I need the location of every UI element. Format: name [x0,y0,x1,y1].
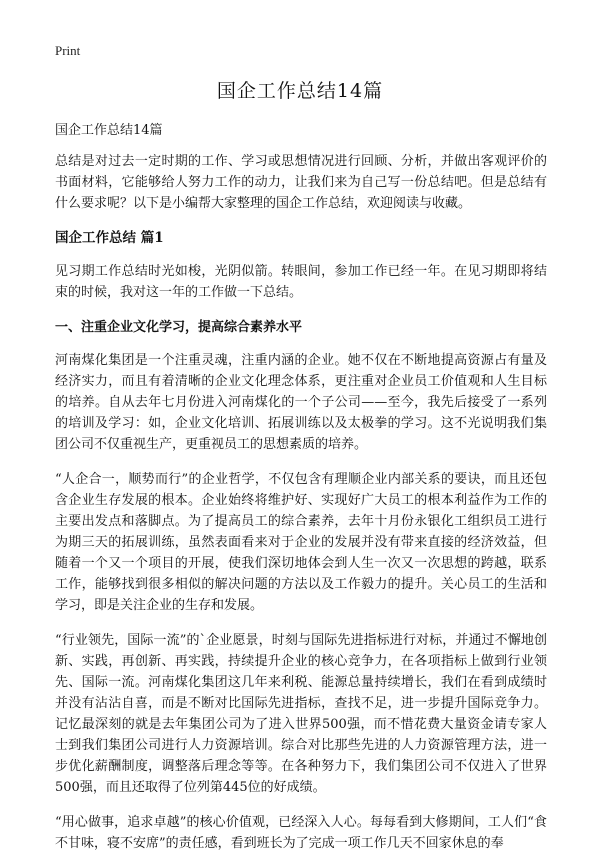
print-link[interactable]: Print [55,43,81,58]
intro-paragraph: 总结是对过去一定时期的工作、学习或思想情况进行回顾、分析，并做出客观评价的书面材料，它能够给人努力工作的动力，让我们来为自己写一份总结吧。但是总结有什么要求呢？以下是小编帮大家整理的国企工作总结，欢迎阅读与收藏。 [55,154,547,211]
body-paragraph: “人企合一，顺势而行”的企业哲学，不仅包含有理顺企业内部关系的要诀，而且还包含企业生存发展的根本。企业始终将维护好、实现好广大员工的根本利益作为工作的主要出发点和落脚点。为了提高员工的综合素养，去年十月份永银化工组织员工进行为期三天的拓展训练，虽然表面看来对于企业的发展并没有带来直接的经济效益，但随着一个又一个项目的开展，使我们深切地体会到人生一次又一次思想的跨越，联系工作，能够找到很多相似的解决问题的方法以及工作毅力的提升。关心员工的生活和学习，即是关注企业的生存和发展。 [55,472,547,613]
body-paragraph: “用心做事，追求卓越”的核心价值观，已经深入人心。每每看到大修期间，工人们“食不甘味，寝不安席”的责任感，看到班长为了完成一项工作几天不回家休息的奉 [55,815,547,851]
page-title: 国企工作总结14篇 [216,80,384,102]
section-heading: 国企工作总结 篇1 [55,230,164,246]
body-paragraph: “行业领先，国际一流”的`企业愿景，时刻与国际先进指标进行对标，并通过不懈地创新、实践，再创新、再实践，持续提升企业的核心竞争力，在各项指标上做到行业领先、国际一流。河南煤化集团这几年来利税、能源总量持续增长，我们在看到成绩时并没有沾沾自喜，而是不断对比国际先进指标，查找不足，进一步提升国际竞争力。记忆最深刻的就是去年集团公司为了进入世界500强，而不惜花费大量资金请专家人士到我们集团公司进行人力资源培训。综合对比那些先进的人力资源管理方法，进一步优化薪酬制度，调整落后理念等等。在各种努力下，我们集团公司不仅进入了世界500强，而且还取得了位列第445位的好成绩。 [55,633,547,795]
body-paragraph: 见习期工作总结时光如梭，光阴似箭。转眼间，参加工作已经一年。在见习期即将结束的时候，我对这一年的工作做一下总结。 [55,264,547,300]
document-subtitle: 国企工作总结14篇 [55,123,163,138]
subsection-heading: 一、注重企业文化学习，提高综合素养水平 [55,320,303,335]
document-body [55,120,547,868]
body-paragraph: 河南煤化集团是一个注重灵魂，注重内涵的企业。她不仅在不断地提高资源占有量及经济实力，而且有着清晰的企业文化理念体系，更注重对企业员工价值观和人生目标的培养。自从去年七月份进入河南煤化的一个子公司——至今，我先后接受了一系列的培训及学习：如，企业文化培训、拓展训练以及太极拳的学习。这不光说明我们集团公司不仅重视生产，更重视员工的思想素质的培养。 [55,353,547,452]
